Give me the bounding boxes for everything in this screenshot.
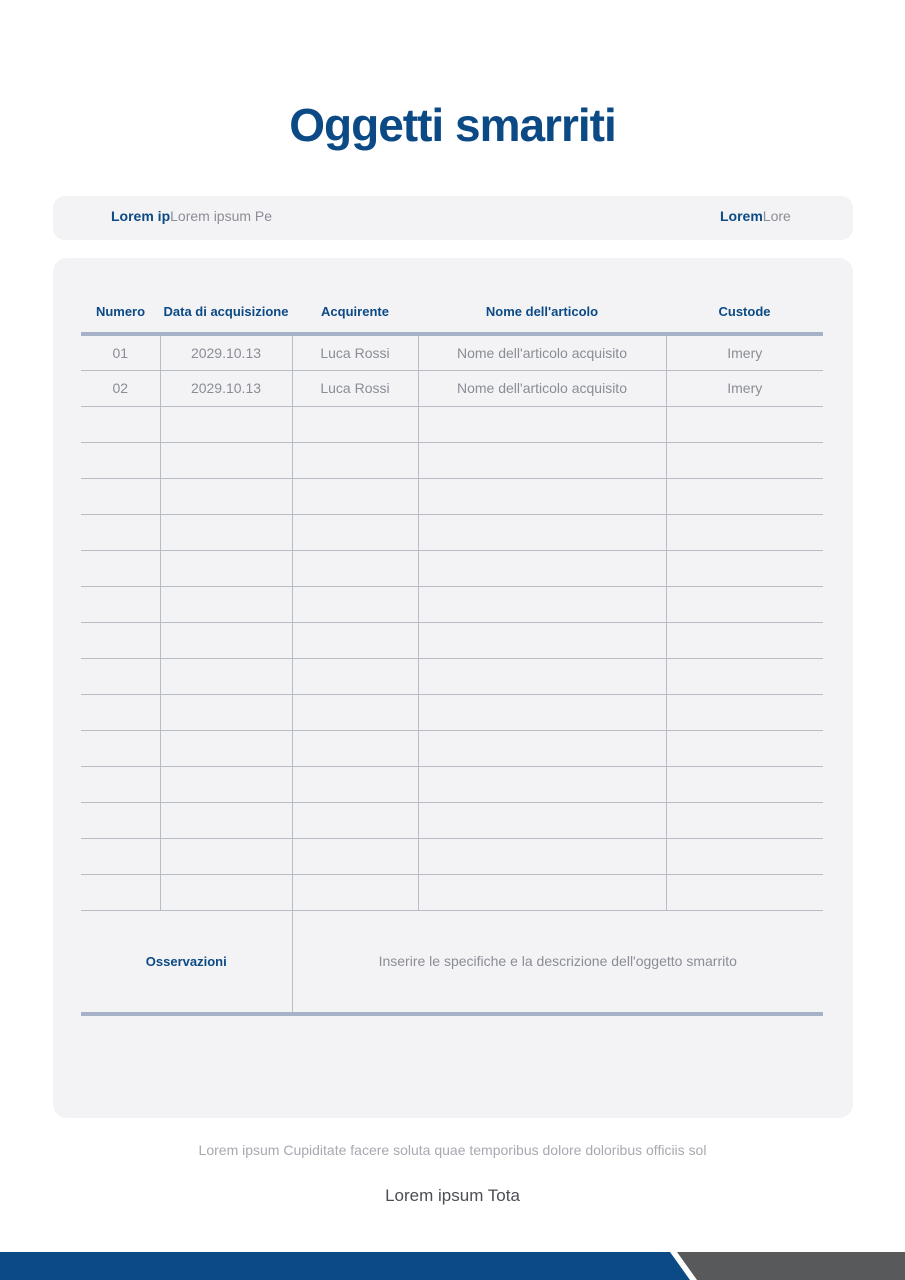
footer-signature: Lorem ipsum Tota: [385, 1186, 520, 1205]
table-cell[interactable]: 2029.10.13: [160, 334, 292, 370]
table-cell[interactable]: Luca Rossi: [292, 334, 418, 370]
footer-band-blue: [0, 1252, 690, 1280]
table-cell[interactable]: 02: [81, 370, 160, 406]
table-cell[interactable]: Nome dell'articolo acquisito: [418, 370, 666, 406]
footer-band-gray: [677, 1252, 905, 1280]
footer-note: Lorem ipsum Cupiditate facere soluta quae temporibus dolore doloribus officiis sol: [198, 1142, 707, 1158]
header-custode: Custode: [666, 290, 823, 334]
header-data-acquisizione: Data di acquisizione: [160, 290, 292, 334]
info-right-label: Lorem: [720, 208, 763, 224]
table-cell[interactable]: Imery: [666, 370, 823, 406]
observations-label: Osservazioni: [81, 910, 292, 1014]
table-cell[interactable]: Nome dell'articolo acquisito: [418, 334, 666, 370]
info-left-label: Lorem ip: [111, 208, 171, 224]
observations-text[interactable]: Inserire le specifiche e la descrizione dell'oggetto smarrito: [292, 910, 823, 1014]
info-right-value: Lore: [762, 208, 791, 224]
header-nome-articolo: Nome dell'articolo: [418, 290, 666, 334]
header-numero: Numero: [81, 290, 160, 334]
header-acquirente: Acquirente: [292, 290, 418, 334]
table-cell[interactable]: Imery: [666, 334, 823, 370]
info-left-value: Lorem ipsum Pe: [170, 208, 273, 224]
table-cell[interactable]: 2029.10.13: [160, 370, 292, 406]
page-title: Oggetti smarriti: [289, 99, 616, 151]
table-cell[interactable]: 01: [81, 334, 160, 370]
table-cell[interactable]: Luca Rossi: [292, 370, 418, 406]
